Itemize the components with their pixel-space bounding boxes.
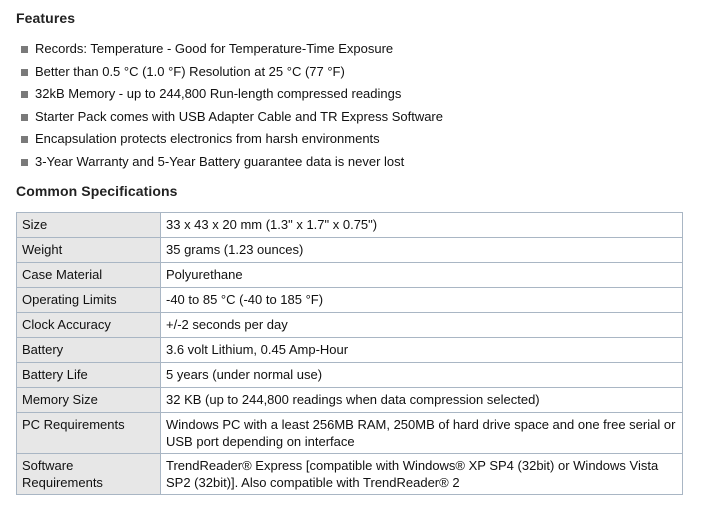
spec-row-operating-limits — [17, 288, 683, 313]
spec-label: Software Requirements — [17, 454, 161, 495]
square-bullet-icon — [21, 136, 28, 143]
spec-label: Battery Life — [17, 363, 161, 388]
feature-text: Encapsulation protects electronics from harsh environments — [35, 131, 380, 147]
spec-value: 32 KB (up to 244,800 readings when data compression selected) — [161, 388, 683, 413]
square-bullet-icon — [21, 46, 28, 53]
spec-value: -40 to 85 °C (-40 to 185 °F) — [161, 288, 683, 313]
spec-row-memory-size — [17, 388, 683, 413]
feature-text: Records: Temperature - Good for Temperature-Time Exposure — [35, 41, 394, 56]
spec-value: 33 x 43 x 20 mm (1.3" x 1.7" x 0.75") — [161, 213, 683, 238]
spec-value: Windows PC with a least 256MB RAM, 250MB of hard drive space and one free serial or USB port depending on interface — [161, 413, 683, 454]
spec-label: Battery — [17, 338, 161, 363]
spec-value: 5 years (under normal use) — [161, 363, 683, 388]
spec-label: Size — [17, 213, 161, 238]
spec-row-battery — [17, 338, 683, 363]
spec-label: Memory Size — [17, 388, 161, 413]
spec-row-battery-life — [17, 363, 683, 388]
feature-item — [0, 128, 700, 151]
feature-text: 3-Year Warranty and 5-Year Battery guarantee data is never lost — [35, 153, 405, 169]
spec-label: Operating Limits — [17, 288, 161, 313]
feature-text: Better than 0.5 °C (1.0 °F) Resolution at 25 °C (77 °F) — [35, 63, 345, 79]
spec-row-size — [17, 213, 683, 238]
spec-label: PC Requirements — [17, 413, 161, 454]
spec-value: 3.6 volt Lithium, 0.45 Amp-Hour — [161, 338, 683, 363]
spec-value: TrendReader® Express [compatible with Windows® XP SP4 (32bit) or Windows Vista SP2 (32bit)]. Also compatible with TrendReader® 2 — [161, 454, 683, 495]
features-heading: Features — [16, 10, 76, 26]
specifications-heading: Common Specifications — [16, 183, 178, 199]
spec-value: 35 grams (1.23 ounces) — [161, 238, 683, 263]
feature-item — [0, 151, 700, 174]
specifications-table — [16, 212, 683, 495]
spec-label: Weight — [17, 238, 161, 263]
feature-item — [0, 83, 700, 106]
spec-row-clock-accuracy — [17, 313, 683, 338]
spec-value: +/-2 seconds per day — [161, 313, 683, 338]
square-bullet-icon — [21, 91, 28, 98]
feature-item — [0, 38, 700, 61]
spec-label: Case Material — [17, 263, 161, 288]
square-bullet-icon — [21, 69, 28, 76]
square-bullet-icon — [21, 114, 28, 121]
spec-row-software-requirements — [17, 454, 683, 495]
feature-text: Starter Pack comes with USB Adapter Cable and TR Express Software — [35, 108, 443, 124]
spec-label: Clock Accuracy — [17, 313, 161, 338]
spec-row-case-material — [17, 263, 683, 288]
spec-value: Polyurethane — [161, 263, 683, 288]
spec-row-weight — [17, 238, 683, 263]
feature-item — [0, 106, 700, 129]
square-bullet-icon — [21, 159, 28, 166]
feature-text: 32kB Memory - up to 244,800 Run-length compressed readings — [35, 86, 402, 102]
features-list — [0, 38, 700, 174]
feature-item — [0, 61, 700, 84]
spec-row-pc-requirements — [17, 413, 683, 454]
